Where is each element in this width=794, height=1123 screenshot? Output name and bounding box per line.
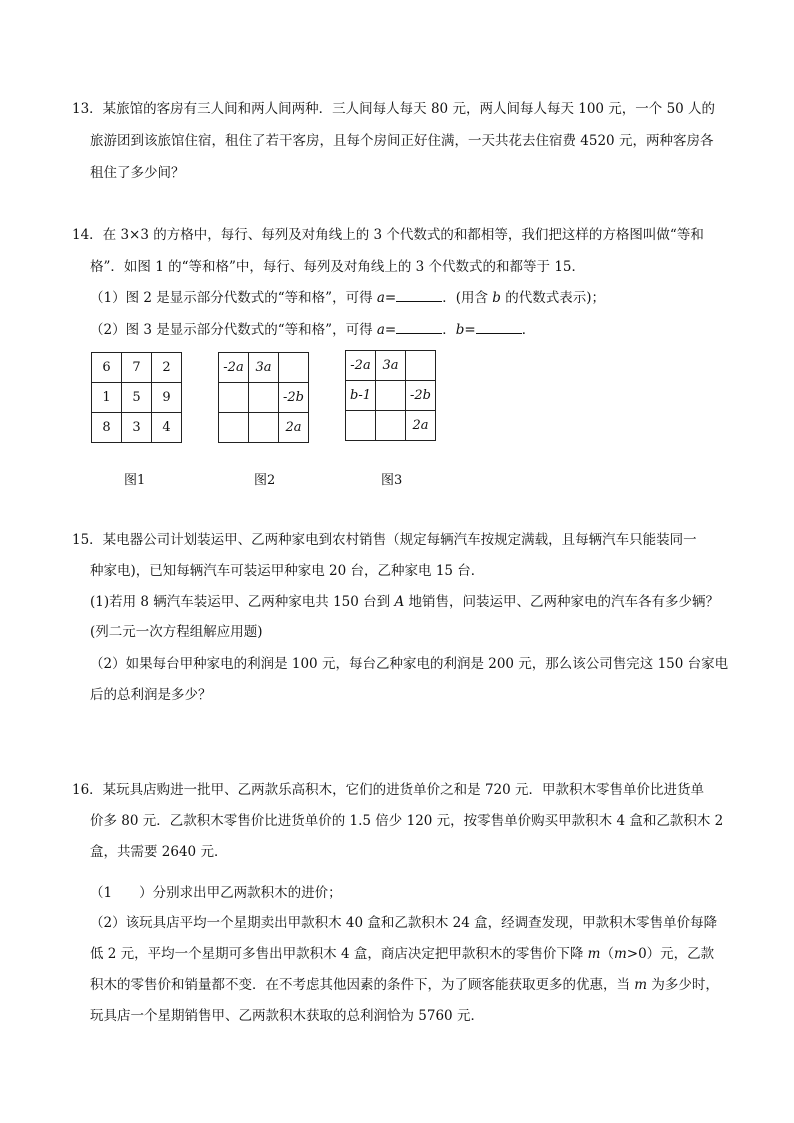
q15-sub2-line2: 后的总利润是多少？ xyxy=(90,687,212,703)
q16-line2: 价多 80 元．乙款积木零售价比进货单价的 1.5 倍少 120 元，按零售单价购买甲款积木 4 盒和乙款积木 2 xyxy=(90,813,724,829)
q15-sub1-line2: (列二元一次方程组解应用题) xyxy=(90,624,263,640)
q15-sub1: (1)若用 8 辆汽车装运甲、乙两种家电共 150 台到 A 地销售，问装运甲、乙两种家电的汽车各有多少辆？ xyxy=(90,594,719,610)
q16-sub2-line3: 积木的零售价和销量都不变．在不考虑其他因素的条件下，为了顾客能获取更多的优惠，当 m 为多少时， xyxy=(90,977,719,993)
fig1-cell: 3 xyxy=(122,413,152,443)
fig1-cell: 1 xyxy=(92,383,122,413)
q13-line2: 旅游团到该旅馆住宿，租住了若干客房，且每个房间正好住满，一天共花去住宿费 4520 元，两种客房各 xyxy=(90,133,714,149)
q16-sub2-line2: 低 2 元，平均一个星期可多售出甲款积木 4 盒，商店决定把甲款积木的零售价下降 m（m>0）元，乙款 xyxy=(90,946,715,962)
figure-2-caption: 图2 xyxy=(254,473,276,488)
figure-3-grid xyxy=(345,350,436,441)
q16-sub2-line1: （2）该玩具店平均一个星期卖出甲款积木 40 盒和乙款积木 24 盒，经调查发现，甲款积木零售单价每降 xyxy=(90,915,718,931)
fig3-cell: 3a xyxy=(376,351,406,381)
fig3-cell: -2b xyxy=(406,381,436,411)
fig3-cell xyxy=(406,351,436,381)
fig3-cell xyxy=(376,411,406,441)
fig3-cell: -2a xyxy=(346,351,376,381)
fig2-cell xyxy=(249,383,279,413)
figure-1-caption: 图1 xyxy=(124,473,146,488)
fig1-cell: 8 xyxy=(92,413,122,443)
q16-line3: 盒，共需要 2640 元． xyxy=(90,844,228,860)
answer-blank-a2[interactable] xyxy=(396,320,442,334)
q14-line1: 14．在 3×3 的方格中，每行、每列及对角线上的 3 个代数式的和都相等，我们把这样的方格图叫做“等和 xyxy=(72,227,704,243)
q13-line3: 租住了多少间？ xyxy=(90,165,185,181)
fig2-cell: 3a xyxy=(249,353,279,383)
q16-line1: 16．某玩具店购进一批甲、乙两款乐高积木，它们的进货单价之和是 720 元．甲款积木零售单价比进货单 xyxy=(72,782,705,798)
fig3-cell: b-1 xyxy=(346,381,376,411)
figure-2-grid xyxy=(218,352,309,443)
q16-sub1: （1 ）分别求出甲乙两款积木的进价； xyxy=(90,885,342,901)
fig2-cell xyxy=(219,413,249,443)
q13-line1: 13．某旅馆的客房有三人间和两人间两种．三人间每人每天 80 元，两人间每人每天 100 元，一个 50 人的 xyxy=(72,101,716,117)
fig1-cell: 5 xyxy=(122,383,152,413)
answer-blank-b[interactable] xyxy=(476,320,522,334)
fig1-cell: 9 xyxy=(152,383,182,413)
fig2-cell: -2a xyxy=(219,353,249,383)
fig1-cell: 6 xyxy=(92,353,122,383)
fig2-cell: -2b xyxy=(279,383,309,413)
q15-line1: 15．某电器公司计划装运甲、乙两种家电到农村销售（规定每辆汽车按规定满载，且每辆汽车只能装同一 xyxy=(72,532,697,548)
figure-3-caption: 图3 xyxy=(381,473,403,488)
fig2-cell xyxy=(219,383,249,413)
fig1-cell: 2 xyxy=(152,353,182,383)
figure-1-grid xyxy=(91,352,182,443)
q16-sub2-line4: 玩具店一个星期销售甲、乙两款积木获取的总利润恰为 5760 元． xyxy=(90,1008,484,1024)
fig3-cell: 2a xyxy=(406,411,436,441)
q14-sub1: （1）图 2 是显示部分代数式的“等和格”，可得 a= ．(用含 b 的代数式表示)； xyxy=(90,290,606,306)
q14-line2: 格”．如图 1 的“等和格”中，每行、每列及对角线上的 3 个代数式的和都等于 15． xyxy=(90,259,586,275)
fig3-cell xyxy=(346,411,376,441)
q15-sub2-line1: （2）如果每台甲种家电的利润是 100 元，每台乙种家电的利润是 200 元，那么该公司售完这 150 台家电 xyxy=(90,656,729,672)
fig1-cell: 4 xyxy=(152,413,182,443)
q14-sub2: （2）图 3 是显示部分代数式的“等和格”，可得 a= ．b= ． xyxy=(90,322,536,338)
answer-blank-a[interactable] xyxy=(396,288,442,302)
fig2-cell: 2a xyxy=(279,413,309,443)
fig2-cell xyxy=(249,413,279,443)
q15-line2: 种家电)，已知每辆汽车可装运甲种家电 20 台，乙种家电 15 台． xyxy=(90,563,485,579)
fig1-cell: 7 xyxy=(122,353,152,383)
fig3-cell xyxy=(376,381,406,411)
fig2-cell xyxy=(279,353,309,383)
